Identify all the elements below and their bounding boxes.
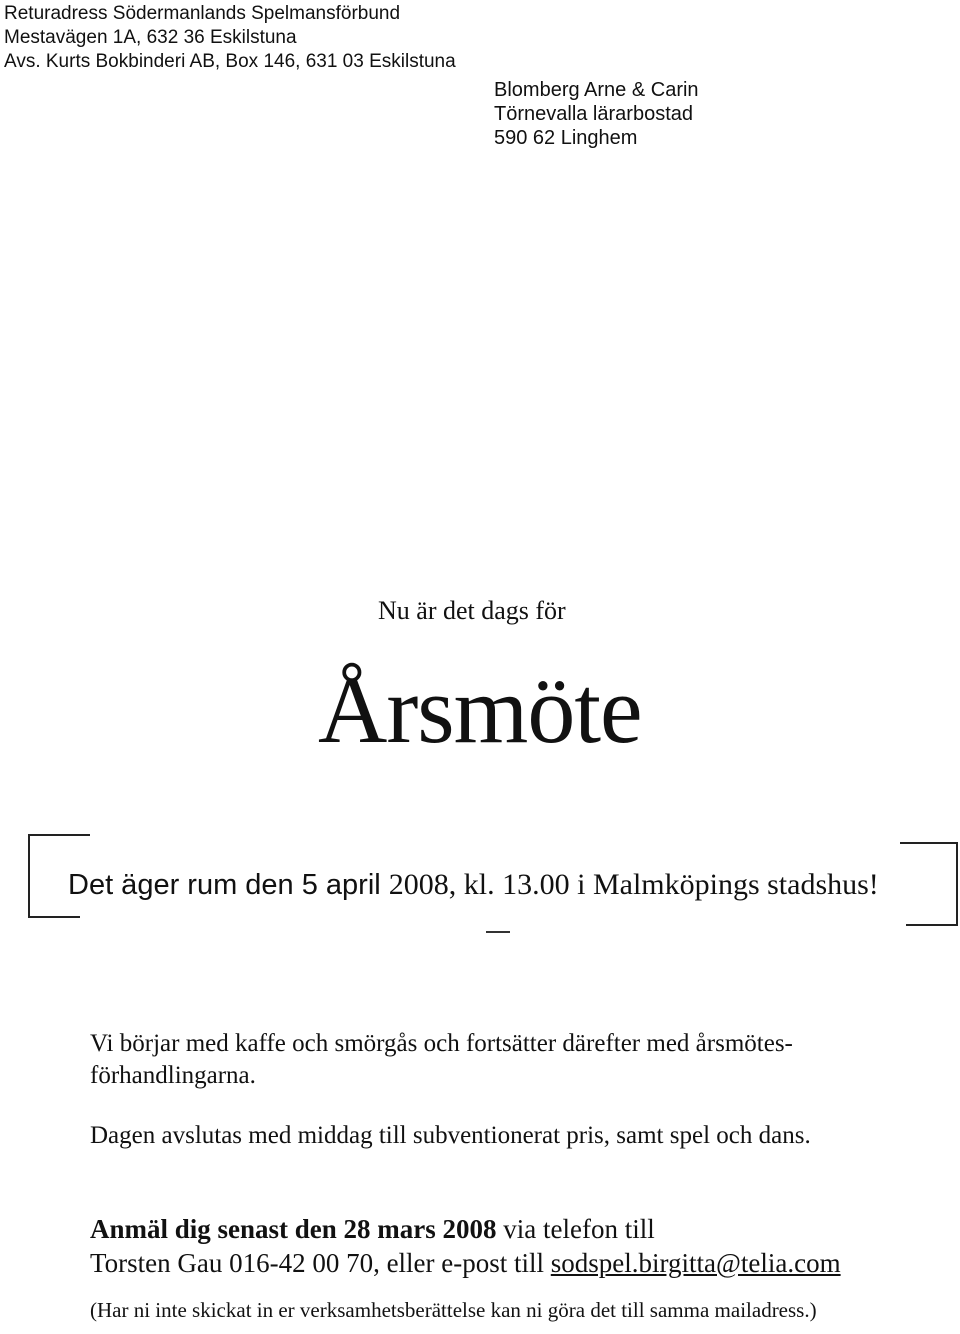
return-address-line: Mestavägen 1A, 632 36 Eskilstuna (4, 27, 297, 48)
signup-info (90, 1212, 841, 1280)
recipient-line: Törnevalla lärarbostad (494, 103, 693, 125)
paragraph-dinner: Dagen avslutas med middag till subventionerat pris, samt spel och dans. (90, 1122, 811, 1149)
signup-via: via telefon till (496, 1214, 655, 1244)
return-address (4, 2, 456, 74)
bracket-mark (906, 886, 958, 926)
recipient-line: 590 62 Linghem (494, 127, 638, 149)
return-address-line: Avs. Kurts Bokbinderi AB, Box 146, 631 03 Eskilstuna (4, 51, 456, 72)
event-time-place: 2008, kl. 13.00 i Malmköpings stadshus! (388, 868, 879, 901)
event-details (68, 868, 879, 902)
footnote: (Har ni inte skickat in er verksamhetsberättelse kan ni göra det till samma mailadress.) (90, 1298, 817, 1322)
recipient-line: Blomberg Arne & Carin (494, 79, 699, 101)
signup-contact: Torsten Gau 016-42 00 70, eller e-post till (90, 1248, 551, 1278)
return-address-line: Returadress Södermanlands Spelmansförbund (4, 3, 401, 24)
divider (486, 931, 510, 933)
page-title: Årsmöte (318, 656, 642, 763)
signup-deadline: Anmäl dig senast den 28 mars 2008 (90, 1214, 497, 1244)
event-date: Det äger rum den 5 april (68, 869, 389, 901)
paragraph-program: Vi börjar med kaffe och smörgås och fortsätter därefter med årsmötes-förhandlingarna. (90, 1030, 793, 1089)
recipient-address (494, 78, 699, 150)
intro-text: Nu är det dags för (378, 596, 566, 625)
email-link[interactable]: sodspel.birgitta@telia.com (550, 1248, 841, 1278)
